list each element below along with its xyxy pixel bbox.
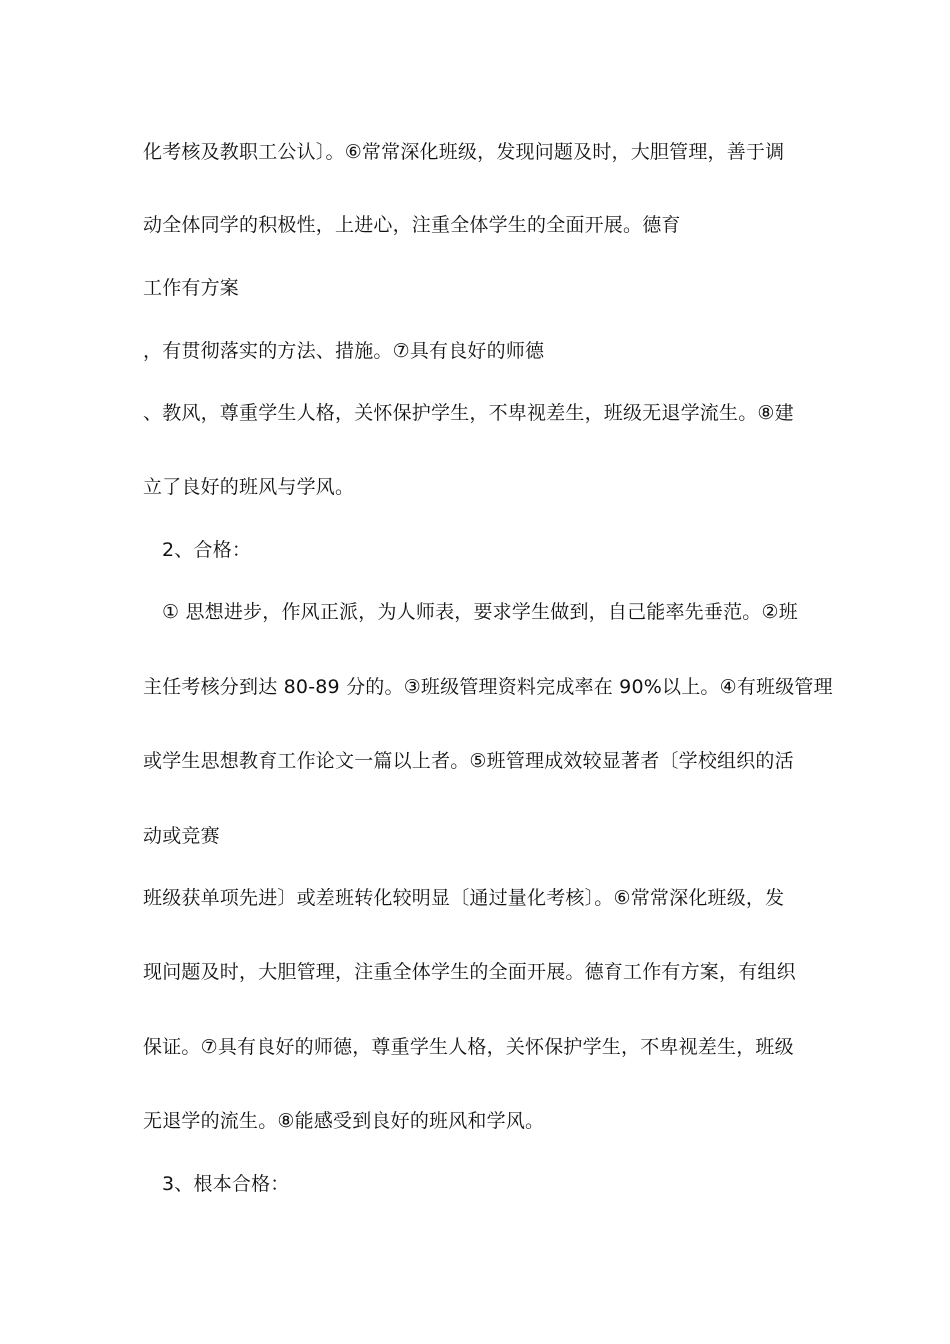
text-line: 立了良好的班风与学风。 (143, 476, 355, 498)
text-line: 或学生思想教育工作论文一篇以上者。⑤班管理成效较显著者〔学校组织的活 (143, 750, 794, 772)
text-line: 班级获单项先进〕或差班转化较明显〔通过量化考核〕。⑥常常深化班级，发 (143, 887, 785, 909)
text-line: 保证。⑦具有良好的师德，尊重学生人格，关怀保护学生，不卑视差生，班级 (143, 1036, 794, 1058)
text-line: ，有贯彻落实的方法、措施。⑦具有良好的师德 (143, 340, 545, 362)
text-line: ① 思想进步，作风正派，为人师表，要求学生做到，自己能率先垂范。②班 (162, 601, 798, 623)
text-line: 主任考核分到达 80-89 分的。③班级管理资料完成率在 90%以上。④有班级管理 (143, 676, 833, 698)
section-heading: 2、合格： (162, 539, 252, 561)
text-line: 现问题及时，大胆管理，注重全体学生的全面开展。德育工作有方案，有组织 (143, 961, 796, 983)
text-line: 工作有方案 (143, 277, 240, 299)
text-line: 化考核及教职工公认〕。⑥常常深化班级，发现问题及时，大胆管理，善于调 (143, 141, 785, 163)
section-heading: 3、根本合格： (162, 1173, 290, 1195)
text-line: 无退学的流生。⑧能感受到良好的班风和学风。 (143, 1110, 545, 1132)
text-line: 、教风，尊重学生人格，关怀保护学生，不卑视差生，班级无退学流生。⑧建 (143, 402, 794, 424)
text-line: 动或竞赛 (143, 825, 220, 847)
text-line: 动全体同学的积极性，上进心，注重全体学生的全面开展。德育 (143, 214, 681, 236)
